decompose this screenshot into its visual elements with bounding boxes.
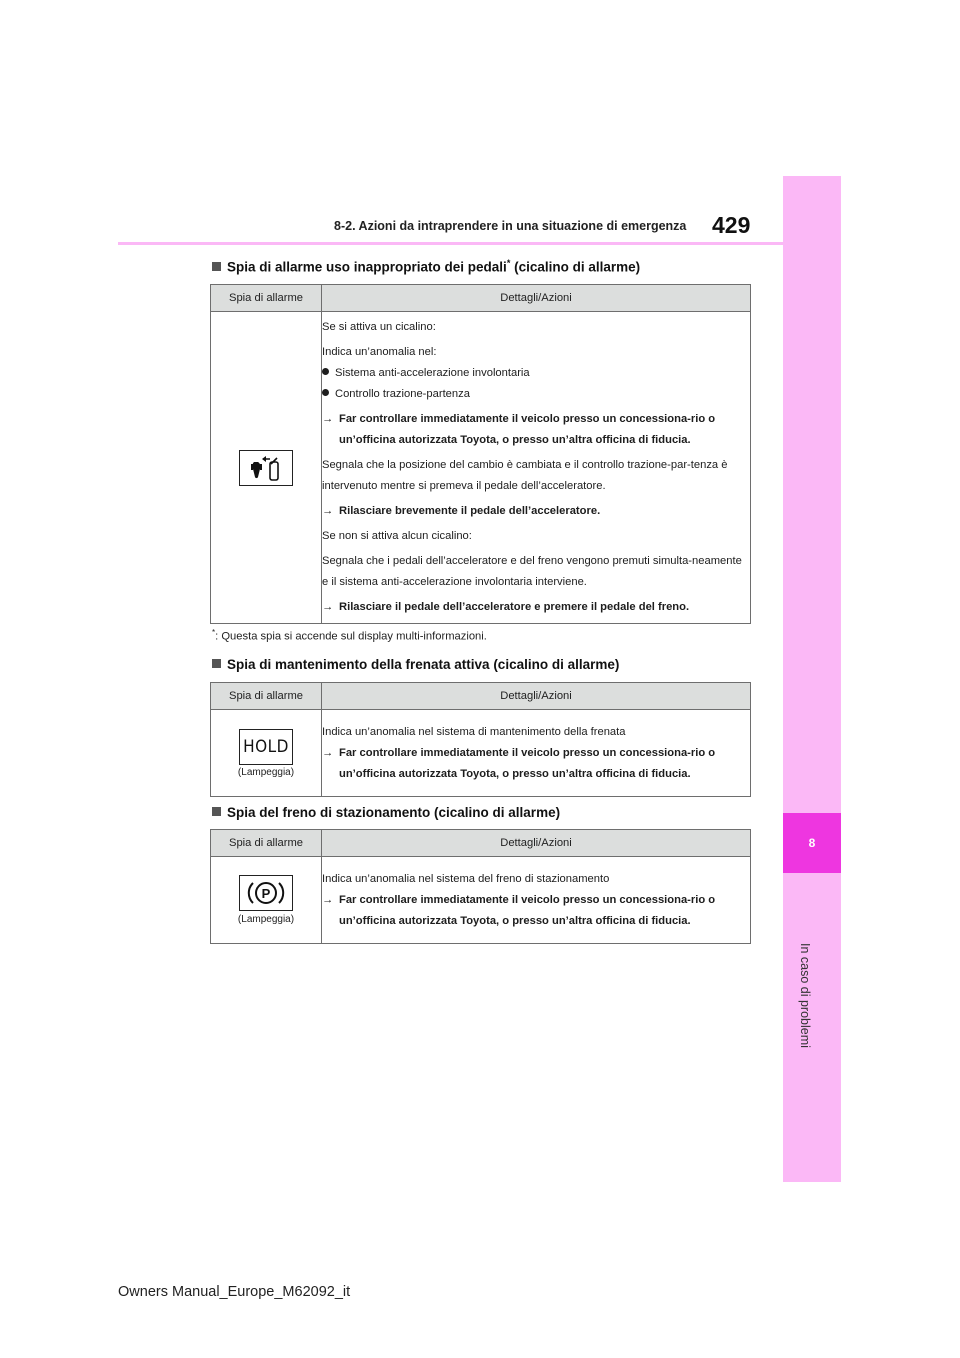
detail-line: Se non si attiva alcun cicalino: (322, 530, 472, 542)
detail-line: Segnala che la posizione del cambio è cambiata e il controllo trazione-par-tenza è intervenuto mentre si premeva il pedale dell’acceleratore. (322, 459, 728, 492)
detail-line: Se si attiva un cicalino: (322, 321, 436, 333)
arrow-icon: → (322, 413, 334, 425)
action-text: Rilasciare brevemente il pedale dell’acceleratore. (339, 505, 601, 517)
details-cell (322, 857, 751, 944)
bullet-item (322, 384, 750, 405)
footnote-mark: * (212, 628, 216, 637)
col-header-light: Spia di allarme (211, 830, 322, 857)
col-header-details: Dettagli/Azioni (322, 830, 751, 857)
chapter-title-vertical: In caso di problemi (798, 943, 812, 1048)
parking-p-text: P (261, 885, 271, 901)
action-text: Rilasciare il pedale dell’acceleratore e premere il pedale del freno. (339, 601, 690, 613)
flash-label: (Lampeggia) (237, 914, 295, 925)
warning-table-parking-brake (210, 829, 751, 944)
hold-text: HOLD (243, 736, 289, 757)
icon-cell (211, 312, 322, 624)
col-header-light: Spia di allarme (211, 285, 322, 312)
section-heading-brake-hold (212, 657, 619, 672)
bullet-text: Controllo trazione-partenza (335, 388, 470, 400)
chapter-number-tab: 8 (783, 813, 841, 873)
section-heading-pedal-misapplication (212, 258, 640, 275)
bullet-dot-icon (322, 389, 329, 396)
heading-square-icon (212, 807, 221, 816)
action-item (322, 409, 750, 451)
action-item (322, 890, 750, 932)
action-item (322, 501, 750, 522)
footnote (212, 628, 487, 643)
detail-line: Indica un’anomalia nel sistema del freno di stazionamento (322, 873, 610, 885)
col-header-details: Dettagli/Azioni (322, 285, 751, 312)
icon-cell (211, 857, 322, 944)
heading-text: Spia del freno di stazionamento (cicalino di allarme) (227, 805, 561, 820)
brake-hold-icon (239, 729, 293, 765)
arrow-icon: → (322, 894, 334, 906)
action-item (322, 597, 750, 618)
detail-line: Indica un’anomalia nel: (322, 346, 437, 358)
flash-label: (Lampeggia) (237, 766, 295, 778)
heading-square-icon (212, 659, 221, 668)
pedal-misapplication-icon (239, 450, 293, 486)
bullet-text: Sistema anti-accelerazione involontaria (335, 367, 530, 379)
warning-table-pedal (210, 284, 751, 624)
header-rule (118, 242, 783, 245)
action-text: Far controllare immediatamente il veicolo presso un concessiona-rio o un’officina autorizzata Toyota, o presso un’altra officina di fiducia. (339, 894, 716, 927)
side-tab-band (783, 176, 841, 1182)
arrow-icon: → (322, 747, 334, 759)
details-cell (322, 710, 751, 797)
parking-brake-icon (239, 875, 293, 911)
arrow-icon: → (322, 601, 334, 613)
heading-footnote-mark: * (506, 258, 511, 268)
detail-line: Segnala che i pedali dell’acceleratore e del freno vengono premuti simulta-neamente e il sistema anti-accelerazione involontaria interviene. (322, 555, 742, 588)
heading-square-icon (212, 262, 221, 271)
page-number: 429 (712, 212, 751, 238)
bullet-item (322, 363, 750, 384)
footnote-text: : Questa spia si accende sul display multi-informazioni. (215, 630, 487, 643)
bullet-dot-icon (322, 368, 329, 375)
action-text: Far controllare immediatamente il veicolo presso un concessiona-rio o un’officina autorizzata Toyota, o presso un’altra officina di fiducia. (339, 413, 716, 446)
action-text: Far controllare immediatamente il veicolo presso un concessiona-rio o un’officina autorizzata Toyota, o presso un’altra officina di fiducia. (339, 747, 716, 780)
section-title: 8-2. Azioni da intraprendere in una situazione di emergenza (334, 219, 687, 233)
arrow-icon: → (322, 505, 334, 517)
col-header-details: Dettagli/Azioni (322, 683, 751, 710)
heading-tail: (cicalino di allarme) (510, 259, 641, 275)
action-item (322, 743, 750, 785)
details-cell (322, 312, 751, 624)
heading-text: Spia di mantenimento della frenata attiva (cicalino di allarme) (227, 657, 620, 672)
detail-line: Indica un’anomalia nel sistema di mantenimento della frenata (322, 726, 626, 738)
section-heading-parking-brake (212, 805, 560, 820)
footer-manual-id: Owners Manual_Europe_M62092_it (118, 1284, 351, 1300)
heading-text: Spia di allarme uso inappropriato dei pedali (227, 259, 507, 275)
icon-cell (211, 710, 322, 797)
warning-table-brake-hold (210, 682, 751, 797)
col-header-light: Spia di allarme (211, 683, 322, 710)
